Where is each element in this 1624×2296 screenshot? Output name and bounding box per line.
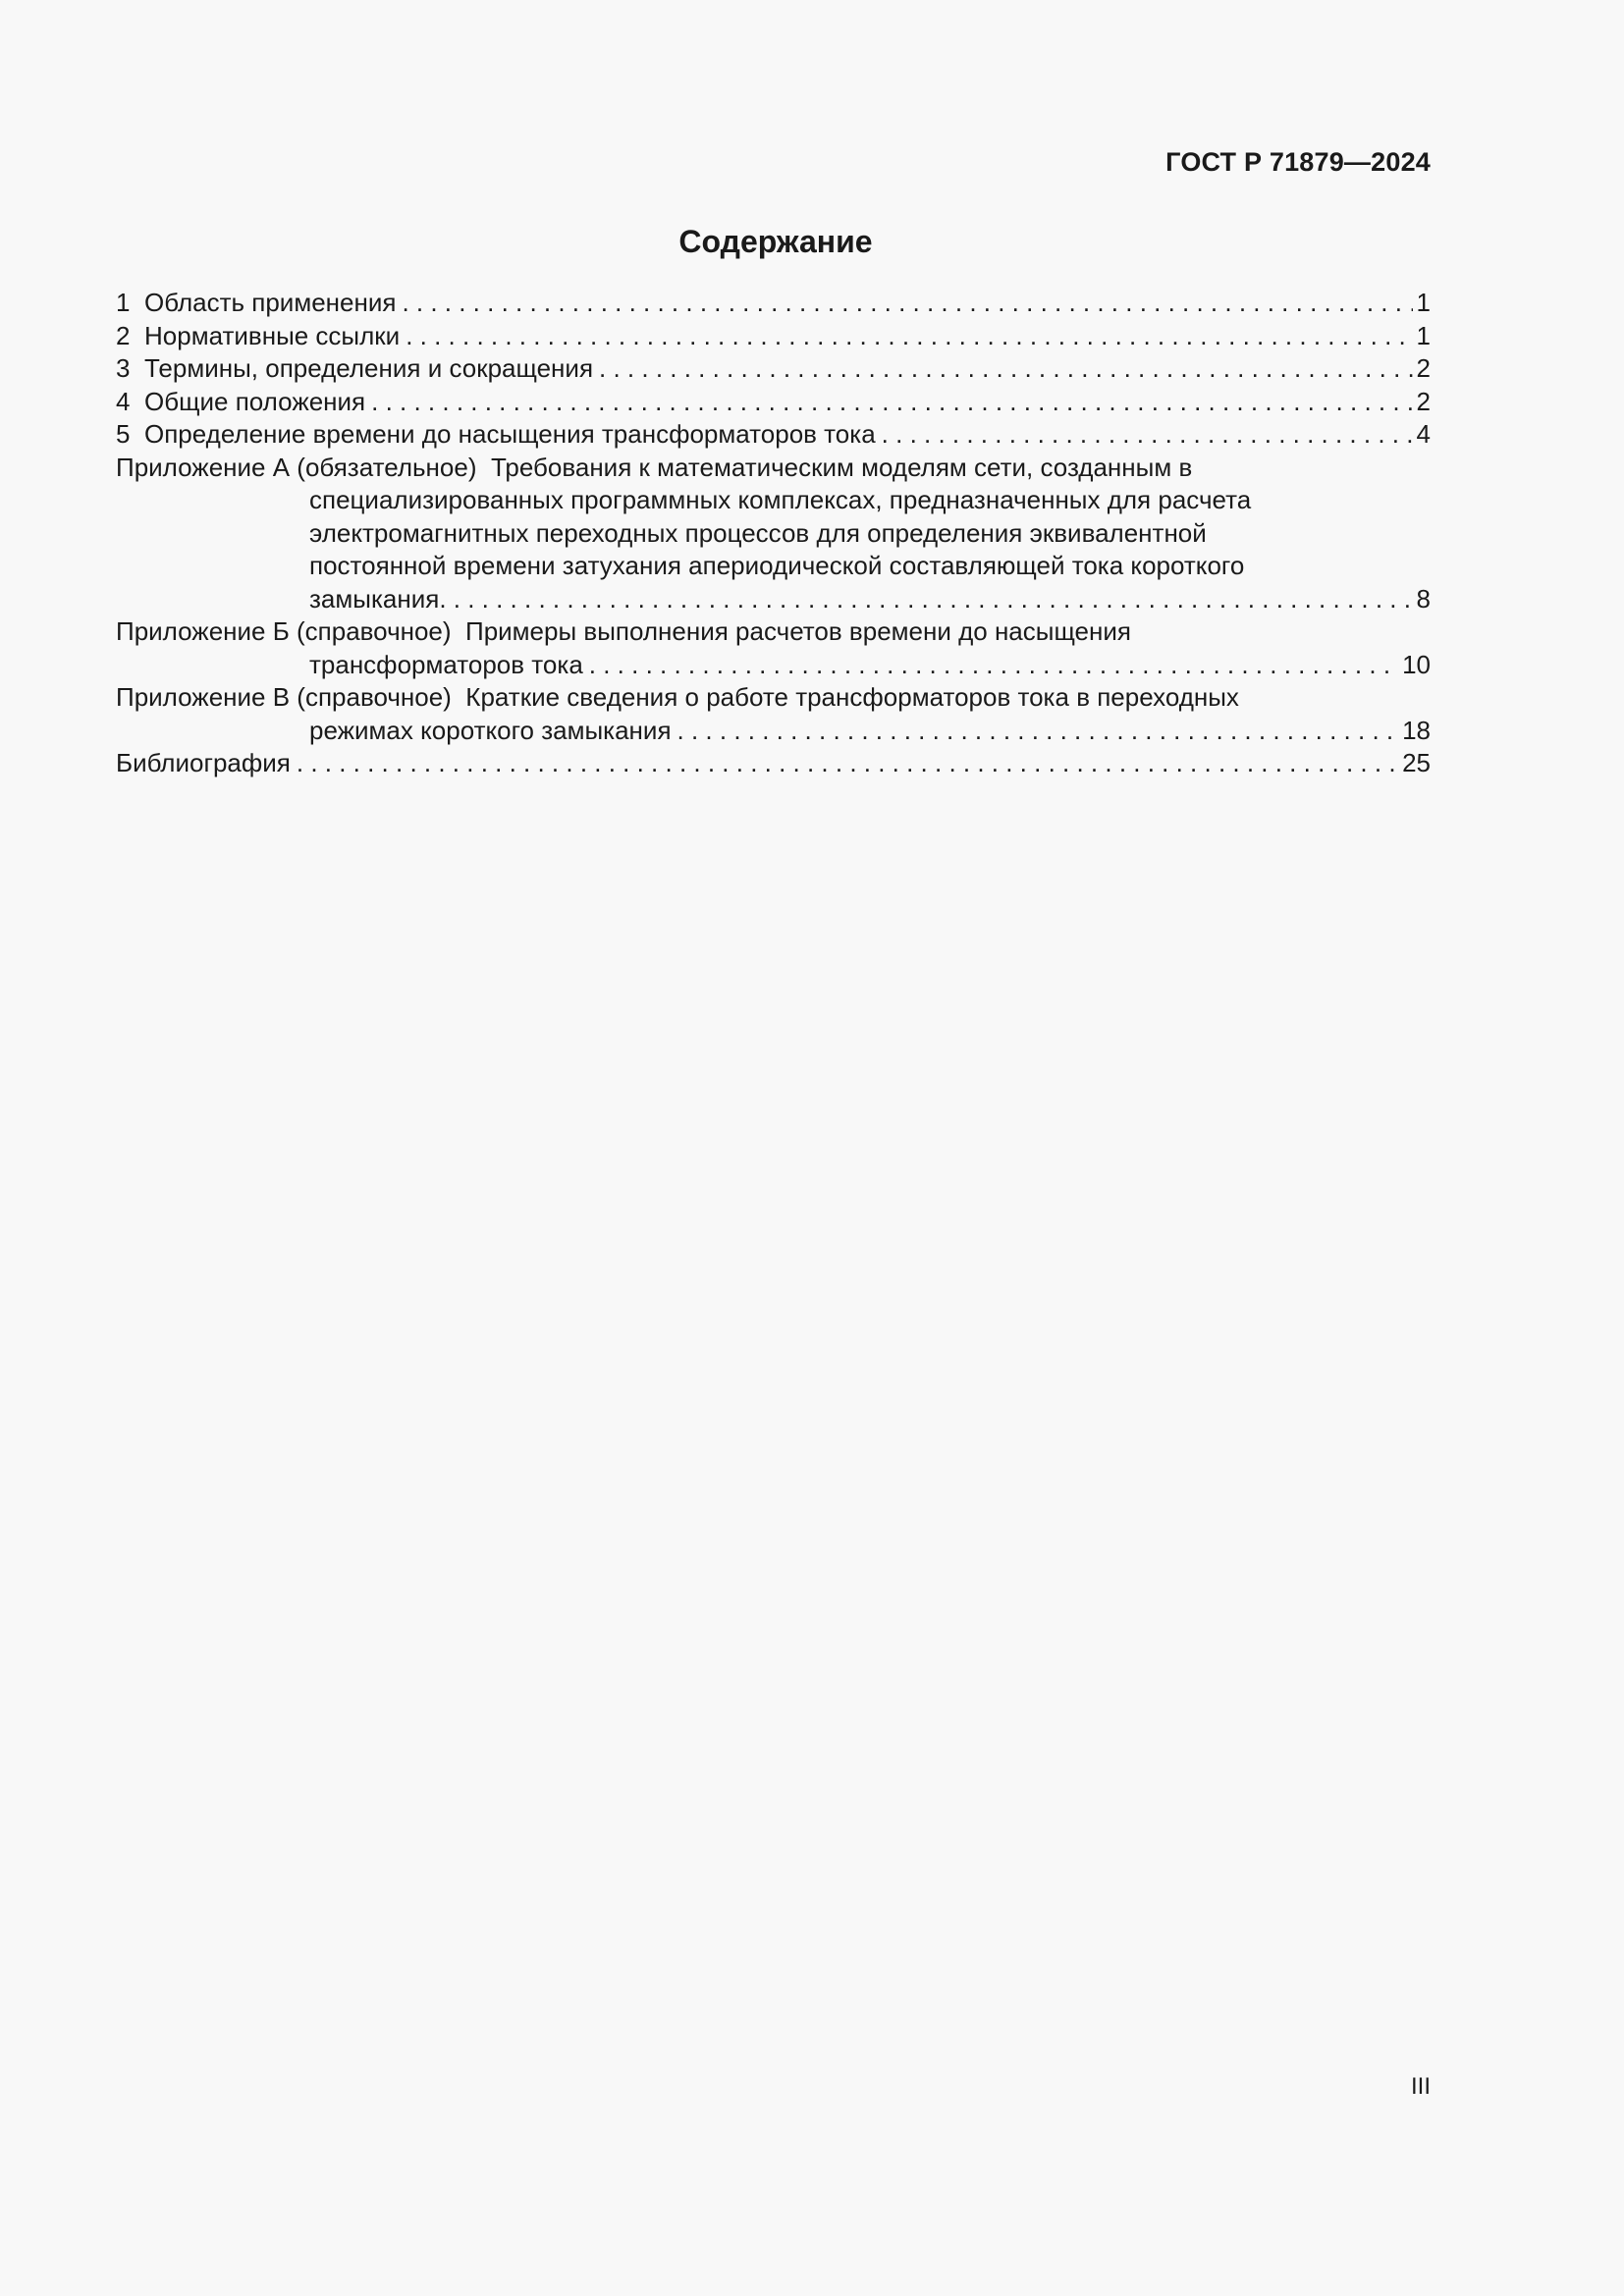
toc-entry-appendix-a[interactable] — [116, 452, 1431, 616]
section-number: 1 — [116, 288, 131, 317]
appendix-title-line: электромагнитных переходных процессов для определения эквивалентной — [309, 517, 1207, 548]
appendix-title-line: Примеры выполнения расчетов времени до насыщения — [465, 616, 1131, 646]
appendix-title-line: специализированных программных комплексах, предназначенных для расчета — [309, 485, 1252, 514]
appendix-title-line: постоянной времени затухания апериодической составляющей тока короткого — [309, 551, 1245, 580]
bibliography-title: Библиография — [116, 748, 291, 777]
page-ref: 4 — [1416, 419, 1431, 449]
page-ref: 25 — [1402, 748, 1431, 777]
appendix-title-line: замыкания — [309, 583, 440, 614]
page-ref: 1 — [1416, 288, 1431, 317]
appendix-title-line: Требования к математическим моделям сети, созданным в — [490, 452, 1193, 482]
toc-entry-appendix-b[interactable] — [116, 615, 1431, 681]
page-ref: 1 — [1416, 320, 1431, 350]
dot-leader — [297, 747, 1398, 780]
appendix-title-line: трансформаторов тока — [309, 649, 583, 679]
appendix-label: Приложение Б (справочное) — [116, 616, 452, 646]
section-number: 2 — [116, 320, 131, 350]
section-title: Область применения — [144, 288, 397, 317]
toc-entry-appendix-v[interactable] — [116, 681, 1431, 747]
appendix-label: Приложение В (справочное) — [116, 682, 452, 712]
dot-leader — [882, 418, 1413, 452]
dot-leader — [677, 715, 1399, 748]
page-ref: 2 — [1416, 386, 1431, 416]
page-number: III — [1410, 2073, 1431, 2100]
page-ref: 10 — [1402, 649, 1431, 679]
section-title: Термины, определения и сокращения — [144, 353, 594, 383]
toc-title: Содержание — [678, 224, 873, 259]
dot-leader — [599, 352, 1413, 386]
page-ref: 2 — [1416, 353, 1431, 383]
page-ref: 18 — [1402, 715, 1431, 745]
dot-leader — [406, 320, 1412, 353]
section-title: Определение времени до насыщения трансформаторов тока — [144, 419, 876, 449]
page-ref: 8 — [1416, 583, 1431, 614]
dot-leader — [402, 287, 1412, 320]
appendix-title-line: режимах короткого замыкания — [309, 715, 672, 745]
appendix-label: Приложение А (обязательное) — [116, 452, 477, 482]
dot-leader — [439, 583, 1412, 616]
toc-entry-4[interactable] — [116, 386, 1431, 419]
section-number: 5 — [116, 419, 131, 449]
appendix-title-line: Краткие сведения о работе трансформаторов тока в переходных — [465, 682, 1239, 712]
toc-entry-2[interactable] — [116, 320, 1431, 353]
section-title: Нормативные ссылки — [144, 320, 401, 350]
dot-leader — [371, 386, 1412, 419]
section-number: 4 — [116, 386, 131, 416]
section-number: 3 — [116, 353, 131, 383]
toc-entry-5[interactable] — [116, 418, 1431, 452]
toc-entry-3[interactable] — [116, 352, 1431, 386]
document-code: ГОСТ Р 71879—2024 — [1165, 147, 1431, 177]
table-of-contents — [116, 287, 1431, 780]
toc-entry-bibliography[interactable] — [116, 747, 1431, 780]
section-title: Общие положения — [144, 386, 366, 416]
dot-leader — [589, 649, 1398, 682]
toc-entry-1[interactable] — [116, 287, 1431, 320]
